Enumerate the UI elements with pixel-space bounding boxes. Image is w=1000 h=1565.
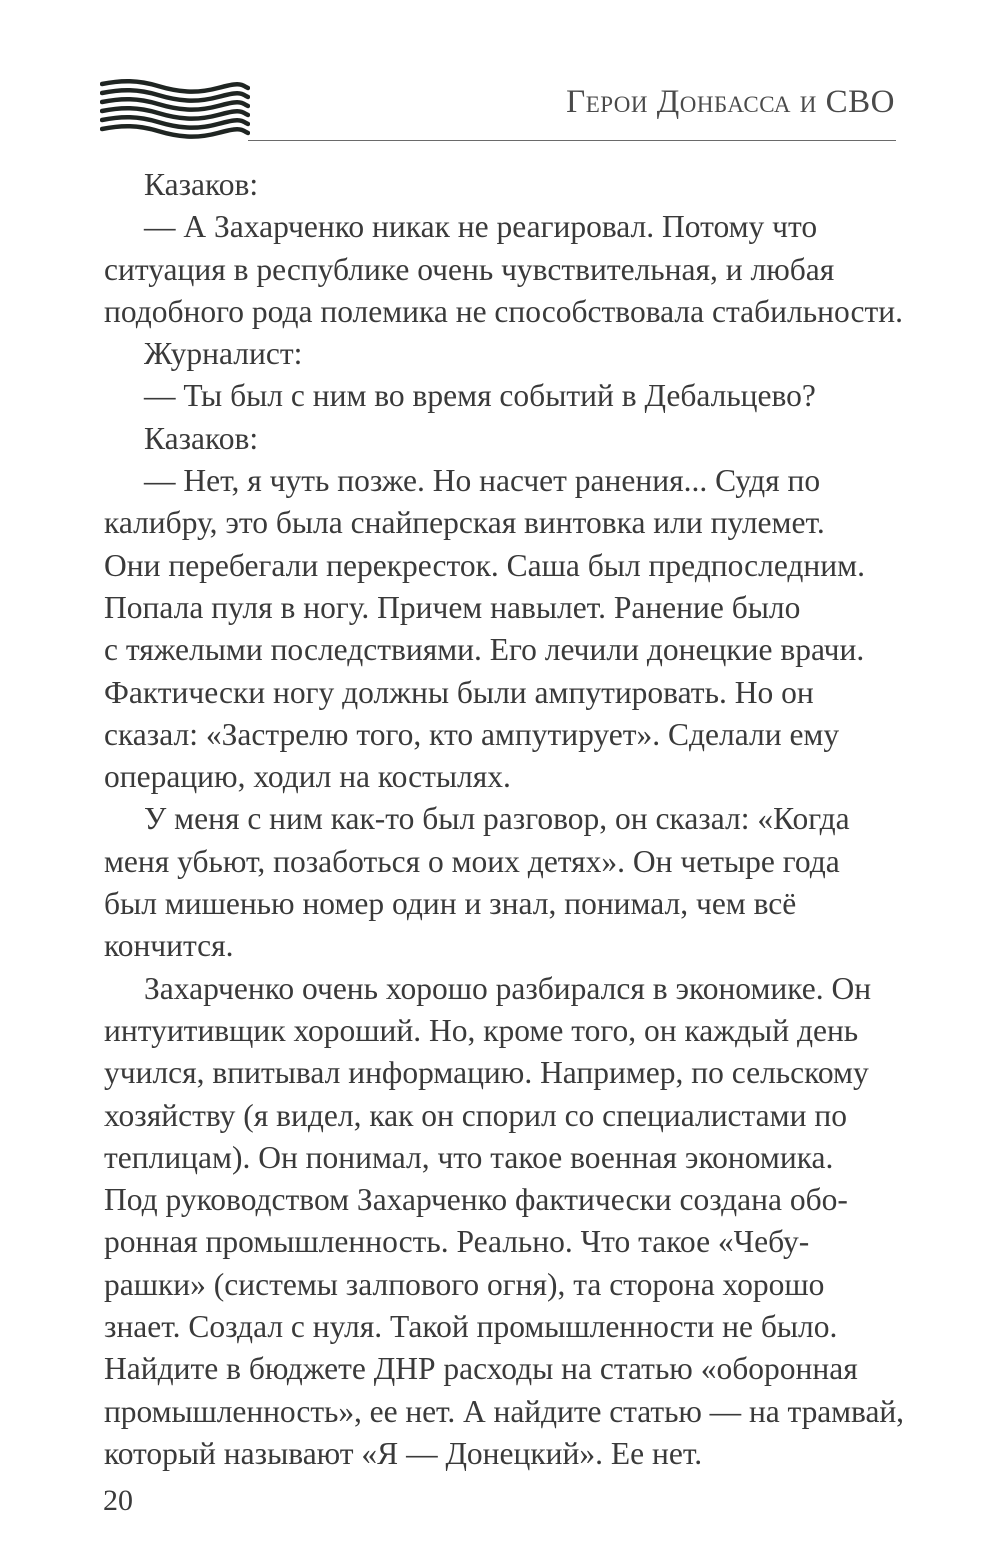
text-line: учился, впитывал информацию. Например, по сельскому xyxy=(104,1055,869,1091)
running-header xyxy=(0,0,1000,150)
text-line: Фактически ногу должны были ампутировать. Но он xyxy=(104,674,814,710)
text-line: Журналист: xyxy=(144,336,303,372)
running-header-title: Герои Донбасса и СВО xyxy=(566,84,895,120)
page-number: 20 xyxy=(103,1484,133,1517)
text-line: операцию, ходил на костылях. xyxy=(104,759,511,795)
text-line: с тяжелыми последствиями. Его лечили донецкие врачи. xyxy=(104,632,865,668)
text-line: — Ты был с ним во время событий в Дебальцево? xyxy=(144,378,816,414)
text-line: был мишенью номер один и знал, понимал, чем всё xyxy=(104,886,797,922)
text-line: сказал: «Застрелю того, кто ампутирует». Сделали ему xyxy=(104,716,840,752)
text-line: который называют «Я — Донецкий». Ее нет. xyxy=(104,1435,703,1471)
text-line: ситуация в республике очень чувствительная, и любая xyxy=(104,251,835,287)
text-line: Под руководством Захарченко фактически создана обо- xyxy=(104,1182,848,1218)
text-line: — Нет, я чуть позже. Но насчет ранения... Судя по xyxy=(144,463,821,499)
striped-flag-emblem-icon xyxy=(100,78,250,140)
header-divider xyxy=(248,140,896,141)
text-line: Захарченко очень хорошо разбирался в экономике. Он xyxy=(144,970,872,1006)
text-line: Найдите в бюджете ДНР расходы на статью «оборонная xyxy=(104,1351,858,1387)
text-line: меня убьют, позаботься о моих детях». Он четыре года xyxy=(104,843,840,879)
text-line: кончится. xyxy=(104,928,234,964)
text-line: Казаков: xyxy=(144,167,259,202)
page-body xyxy=(104,164,904,1475)
text-line: интуитивщик хороший. Но, кроме того, он каждый день xyxy=(104,1012,859,1048)
text-line: ронная промышленность. Реально. Что такое «Чебу- xyxy=(104,1224,810,1260)
text-line: калибру, это была снайперская винтовка или пулемет. xyxy=(104,505,825,541)
text-line: рашки» (системы залпового огня), та сторона хорошо xyxy=(104,1266,825,1302)
text-line: Попала пуля в ногу. Причем навылет. Ранение было xyxy=(104,589,801,625)
text-line: У меня с ним как-то был разговор, он сказал: «Когда xyxy=(144,801,850,837)
text-line: Казаков: xyxy=(144,420,259,456)
text-line: хозяйству (я видел, как он спорил со специалистами по xyxy=(104,1097,847,1133)
text-line: теплицам). Он понимал, что такое военная экономика. xyxy=(104,1139,834,1175)
text-line: — А Захарченко никак не реагировал. Потому что xyxy=(144,209,818,245)
text-line: Они перебегали перекресток. Саша был предпоследним. xyxy=(104,547,865,583)
text-line: промышленность», ее нет. А найдите статью — на трамвай, xyxy=(104,1393,904,1429)
text-line: подобного рода полемика не способствовала стабильности. xyxy=(104,293,903,329)
text-line: знает. Создал с нуля. Такой промышленности не было. xyxy=(104,1309,838,1345)
